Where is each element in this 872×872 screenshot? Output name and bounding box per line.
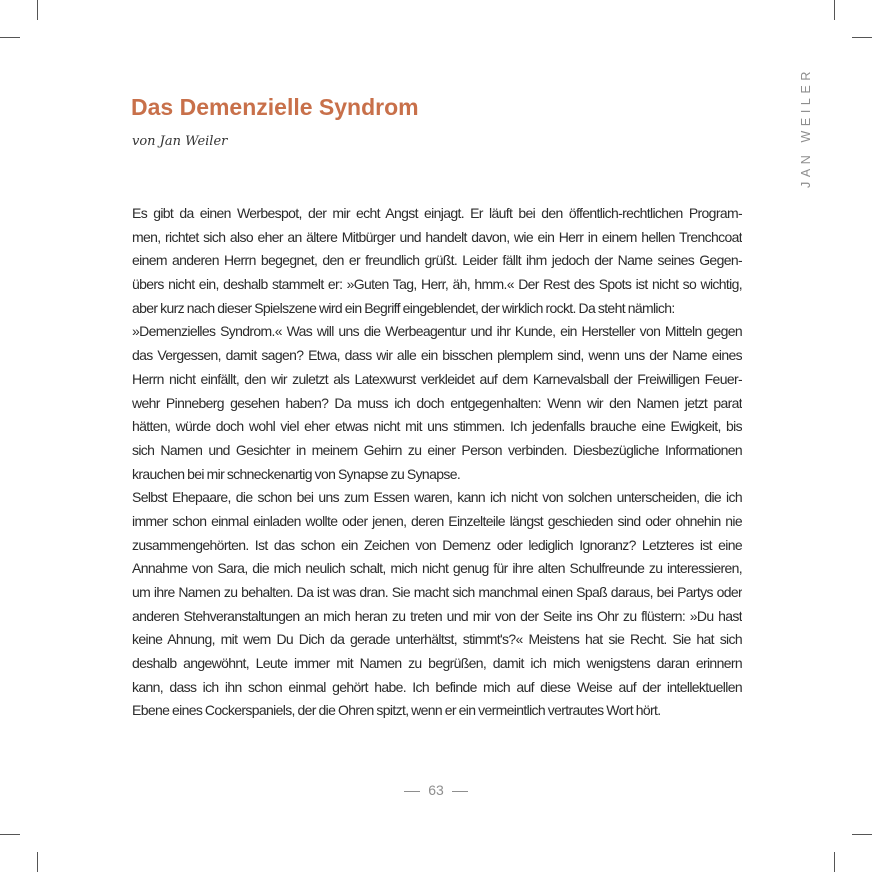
crop-mark-top-right-horizontal — [852, 37, 872, 38]
text-line: keine Ahnung, mit wem Du Dich da gerade unterhältst, stimmt's?« Meistens hat sie Recht. Sie hat sich — [132, 631, 742, 648]
text-line: kann, dass ich ihn schon einmal gehört habe. Ich befinde mich auf diese Weise auf der intellektuellen — [132, 678, 742, 695]
footer-dash-right — [452, 791, 468, 792]
chapter-title: Das Demenzielle Syndrom — [131, 94, 419, 120]
page-footer — [0, 782, 872, 798]
running-head-author: JAN WEILER — [799, 66, 813, 188]
text-line: Es gibt da einen Werbespot, der mir echt Angst einjagt. Er läuft bei den öffentlich-rechtlichen Program- — [132, 205, 742, 221]
text-line: Ebene eines Cockerspaniels, der die Ohren spitzt, wenn er ein vermeintlich vertrautes Wort hört. — [132, 702, 661, 719]
text-line: »Demenzielles Syndrom.« Was will uns die Werbeagentur und ihr Kunde, ein Hersteller von Mitteln gegen — [132, 323, 742, 340]
crop-mark-top-right-vertical — [834, 0, 835, 20]
crop-mark-bottom-right-horizontal — [852, 834, 872, 835]
text-line: zusammengehörten. Ist das schon ein Zeichen von Demenz oder lediglich Ignoranz? Letzteres ist eine — [132, 536, 742, 553]
crop-mark-top-left-vertical — [37, 0, 38, 20]
page-number: 63 — [428, 782, 444, 798]
crop-mark-bottom-left-vertical — [37, 852, 38, 872]
text-line: Selbst Ehepaare, die schon bei uns zum Essen waren, kann ich nicht von solchen unterscheiden, die ich — [132, 489, 742, 506]
text-line: immer schon einmal einladen wollte oder jenen, deren Einzelteile längst geschieden sind oder ohnehin nie — [132, 512, 742, 529]
text-line: übers nicht ein, deshalb stammelt er: »Guten Tag, Herr, äh, hmm.« Der Rest des Spots ist nicht so wichtig, — [132, 276, 742, 293]
text-line: Annahme von Sara, die mich neulich schalt, mich nicht genug für ihre alten Schulfreunde zu interessieren, — [132, 560, 742, 577]
text-line: krauchen bei mir schneckenartig von Synapse zu Synapse. — [132, 465, 461, 482]
footer-dash-left — [404, 791, 420, 792]
running-head — [795, 62, 825, 192]
text-line: men, richtet sich also eher an ältere Mitbürger und handelt davon, wie ein Herr in einem hellen Trenchcoat — [132, 228, 742, 245]
text-line: um ihre Namen zu behalten. Da ist was dran. Sie macht sich manchmal einen Spaß daraus, bei Partys oder — [132, 584, 742, 600]
text-line: wehr Pinneberg gesehen haben? Da muss ich doch entgegenhalten: Wenn wir den Namen jetzt parat — [132, 394, 742, 411]
text-line: hätten, würde doch wohl viel eher etwas nicht mit uns stimmen. Ich jedenfalls brauche eine Ewigkeit, bis — [132, 418, 742, 435]
text-line: deshalb angewöhnt, Leute immer mit Namen zu begrüßen, damit ich mich wenigstens daran erinnern — [132, 655, 742, 672]
text-line: sich Namen und Gesichter in meinem Gehirn zu einer Person verbinden. Diesbezügliche Informationen — [132, 441, 742, 458]
text-line: das Vergessen, damit sagen? Etwa, dass wir alle ein bisschen plemplem sind, wenn uns der Name eines — [132, 347, 742, 364]
byline: von Jan Weiler — [132, 134, 228, 149]
text-line: anderen Stehveranstaltungen an mich heran zu treten und mir von der Seite ins Ohr zu flüstern: »Du hast — [132, 607, 742, 624]
crop-mark-bottom-left-horizontal — [0, 834, 20, 835]
crop-mark-top-left-horizontal — [0, 37, 20, 38]
text-line: aber kurz nach dieser Spielszene wird ein Begriff eingeblendet, der wirklich rockt. Da steht nämlich: — [132, 299, 675, 316]
text-line: einem anderen Herrn begegnet, den er freundlich grüßt. Leider fällt ihm jedoch der Name seines Gegen- — [132, 252, 742, 269]
text-line: Herrn nicht einfällt, den wir zuletzt als Latexwurst verkleidet auf dem Karnevalsball der Freiwilligen Feuer- — [132, 370, 742, 387]
body-text — [132, 202, 742, 723]
crop-mark-bottom-right-vertical — [834, 852, 835, 872]
